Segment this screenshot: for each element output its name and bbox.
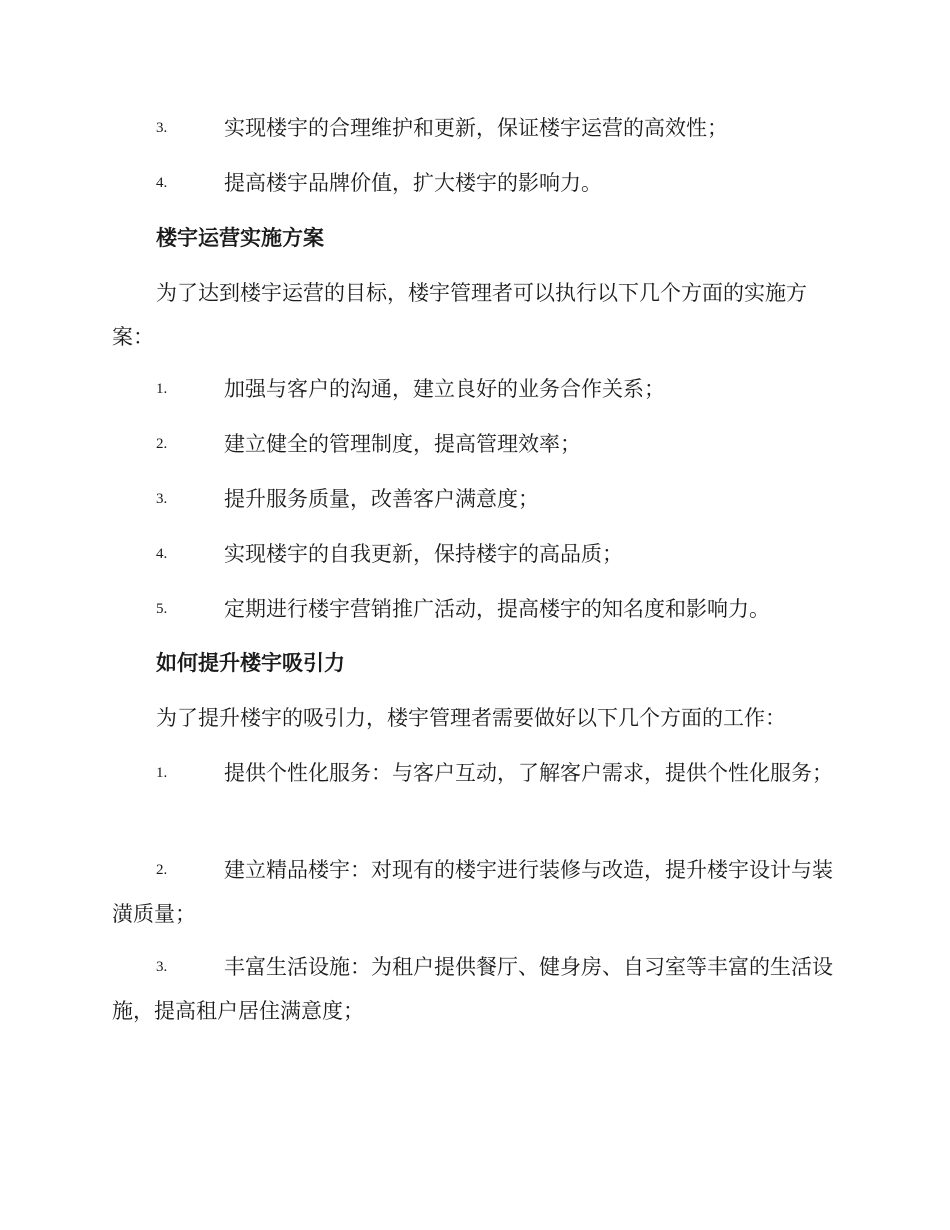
list-text: 建立健全的管理制度，提高管理效率； xyxy=(224,432,581,456)
list-item xyxy=(112,945,834,1033)
list-text: 定期进行楼宇营销推广活动，提高楼宇的知名度和影响力。 xyxy=(224,597,770,621)
list-text: 实现楼宇的自我更新，保持楼宇的高品质； xyxy=(224,542,623,566)
list-number: 2. xyxy=(156,436,168,452)
list-text: 提供个性化服务：与客户互动，了解客户需求，提供个性化服务； xyxy=(224,761,833,785)
list-text: 提高楼宇品牌价值，扩大楼宇的影响力。 xyxy=(224,171,602,195)
list-number: 4. xyxy=(156,175,168,191)
list-text: 加强与客户的沟通，建立良好的业务合作关系； xyxy=(224,377,665,401)
list-item xyxy=(112,848,834,936)
list-item xyxy=(112,422,834,466)
section-intro: 为了达到楼宇运营的目标，楼宇管理者可以执行以下几个方面的实施方案： xyxy=(112,281,807,349)
list-text: 丰富生活设施：为租户提供餐厅、健身房、自习室等丰富的生活设施，提高租户居住满意度； xyxy=(112,955,833,1023)
section-intro: 为了提升楼宇的吸引力，楼宇管理者需要做好以下几个方面的工作： xyxy=(156,706,786,730)
section-heading: 楼宇运营实施方案 xyxy=(156,225,324,250)
list-item xyxy=(112,532,834,576)
list-item xyxy=(112,587,834,631)
list-text: 建立精品楼宇：对现有的楼宇进行装修与改造，提升楼宇设计与装潢质量； xyxy=(112,858,833,926)
list-number: 3. xyxy=(156,120,168,136)
list-item xyxy=(112,106,834,150)
list-item xyxy=(112,477,834,521)
list-item xyxy=(112,161,834,205)
list-number: 5. xyxy=(156,601,168,617)
list-item xyxy=(112,751,834,795)
list-number: 1. xyxy=(156,765,168,781)
list-text: 实现楼宇的合理维护和更新，保证楼宇运营的高效性； xyxy=(224,116,728,140)
list-number: 1. xyxy=(156,381,168,397)
list-text: 提升服务质量，改善客户满意度； xyxy=(224,487,539,511)
list-item xyxy=(112,367,834,411)
list-number: 2. xyxy=(156,862,168,878)
list-number: 3. xyxy=(156,491,168,507)
list-number: 4. xyxy=(156,546,168,562)
section-heading: 如何提升楼宇吸引力 xyxy=(156,650,345,675)
list-number: 3. xyxy=(156,959,168,975)
